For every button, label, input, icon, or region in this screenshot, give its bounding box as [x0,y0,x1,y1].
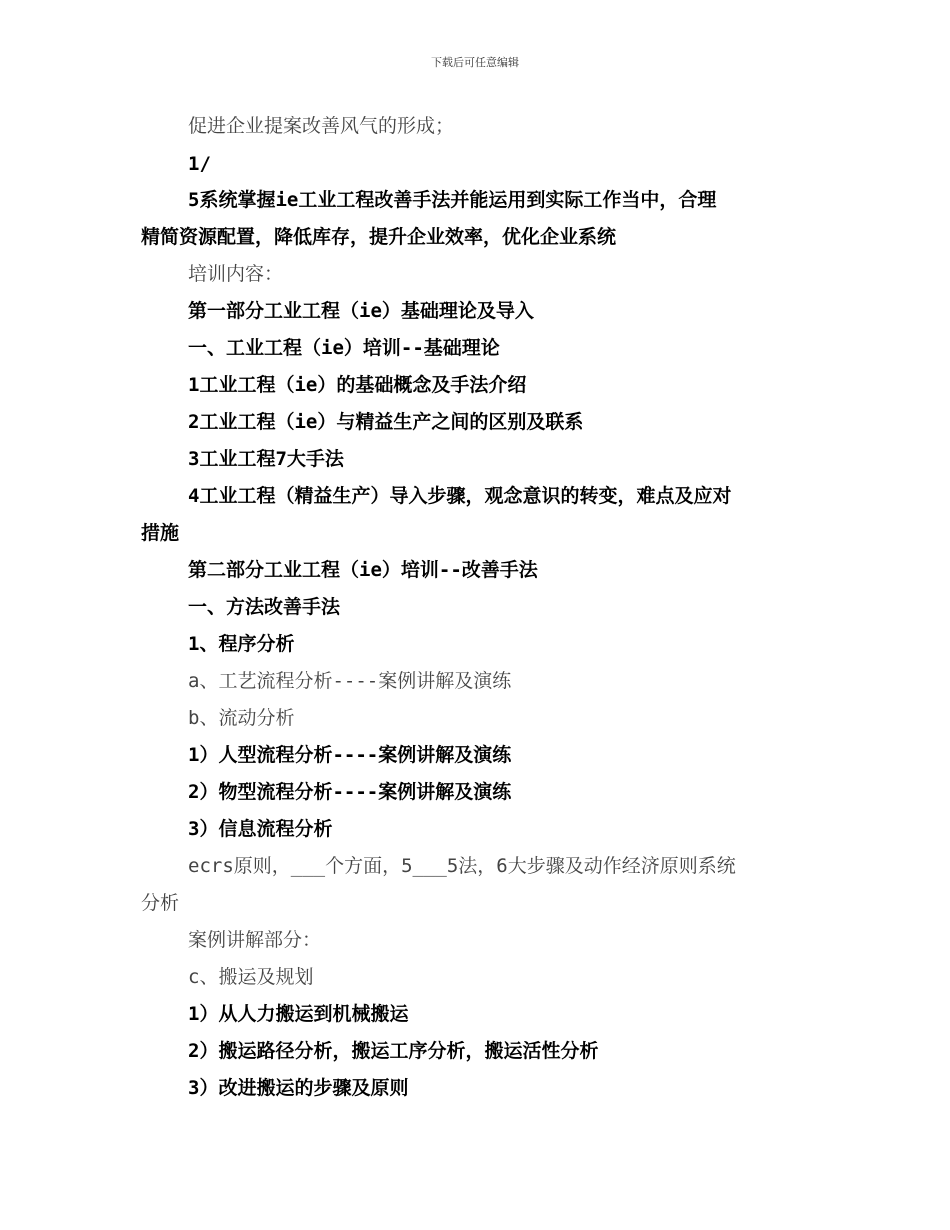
text-line: c、搬运及规划 [188,966,314,988]
text-line: 促进企业提案改善风气的形成； [188,115,455,137]
text-line: 3）改进搬运的步骤及原则 [188,1077,409,1099]
text-line: 措施 [141,522,180,544]
text-line: 2工业工程（ie）与精益生产之间的区别及联系 [188,411,584,433]
text-line: 1工业工程（ie）的基础概念及手法介绍 [188,374,527,396]
text-line: 2）物型流程分析----案例讲解及演练 [188,781,512,803]
text-line: a、工艺流程分析----案例讲解及演练 [188,670,512,692]
text-line: ecrs原则，___个方面，5___5法，6大步骤及动作经济原则系统 [188,855,736,877]
text-line: 2）搬运路径分析，搬运工序分析，搬运活性分析 [188,1040,599,1062]
text-line: 案例讲解部分： [188,929,322,951]
text-line: 5系统掌握ie工业工程改善手法并能运用到实际工作当中，合理 [188,189,717,211]
text-line: b、流动分析 [188,707,295,729]
text-line: 精简资源配置，降低库存，提升企业效率，优化企业系统 [141,226,617,248]
text-line: 分析 [141,892,180,914]
text-line: 3工业工程7大手法 [188,448,344,470]
page-header: 下载后可任意编辑 [431,56,519,69]
text-line: 1/ [188,153,211,175]
text-line: 1）从人力搬运到机械搬运 [188,1003,409,1025]
text-line: 3）信息流程分析 [188,818,333,840]
text-line: 一、方法改善手法 [188,596,341,618]
text-line: 1）人型流程分析----案例讲解及演练 [188,744,512,766]
text-line: 一、工业工程（ie）培训--基础理论 [188,337,500,359]
section-heading: 第二部分工业工程（ie）培训--改善手法 [188,559,538,581]
text-line: 1、程序分析 [188,633,295,655]
section-heading: 第一部分工业工程（ie）基础理论及导入 [188,300,534,322]
text-line: 4工业工程（精益生产）导入步骤，观念意识的转变，难点及应对 [188,485,732,507]
text-line: 培训内容： [188,263,284,285]
